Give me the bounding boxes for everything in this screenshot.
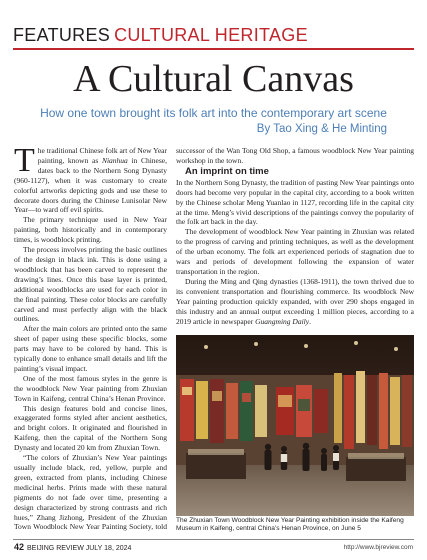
right-column: [176, 146, 414, 326]
section-secondary: CULTURAL HERITAGE: [114, 25, 308, 45]
left-column: [14, 146, 167, 534]
paragraph: After the main colors are printed onto the same sheet of paper using these specific blocks, some parts may have to be colored by hand. This is typically done to enhance small details and lift the painting’s visual impact.: [14, 324, 167, 373]
subhead: An imprint on time: [185, 165, 269, 177]
footer-rule: [13, 539, 414, 540]
section-primary: FEATURES: [13, 25, 111, 45]
deck: How one town brought its folk art into the contemporary art scene: [40, 106, 387, 120]
website-url[interactable]: http://www.bjreview.com: [343, 544, 413, 551]
section-label: [13, 25, 308, 45]
photo-caption: The Zhuxian Town Woodblock New Year Painting exhibition inside the Kaifeng Museum in Kaifeng, central China’s Henan Province, on June 5: [176, 517, 404, 533]
drop-cap: T: [14, 146, 35, 179]
paragraph: The process involves printing the basic outlines of the design in black ink. This is done using a woodblock that has been carved to represent the drawing’s lines. Once this base layer is printed, additional woodblocks are used for each color in the final painting. These color blocks are carefully carved and must perfectly align with the black outlines.: [14, 245, 167, 324]
footer-folio: [14, 542, 131, 554]
exhibition-photo: [176, 335, 414, 516]
page-number: 42: [14, 542, 25, 552]
paragraph: During the Ming and Qing dynasties (1368-1911), the town thrived due to its convenient transportation and flourishing commerce. Its woodblock New Year painting production quickly expanded, with over 290 shops engaged in this industry and an annual output exceeding 1 million pieces, according to a 2019 article in newspaper Guangming Daily.: [176, 276, 414, 326]
exhibition-illustration: [176, 335, 414, 516]
headline: A Cultural Canvas: [73, 58, 354, 100]
paragraph: successor of the Wan Tong Old Shop, a famous woodblock New Year painting workshop in the town.: [176, 146, 414, 165]
paragraph: The traditional Chinese folk art of New Year painting, known as Nianhua in Chinese, dates back to the Northern Song Dynasty (960-1127), when it was customary to create colorful artworks depicting gods and use these to decorate doors during the Chinese Lunisolar New Year—to ward off evil spirits.: [14, 146, 167, 215]
paragraph: “The colors of Zhuxian’s New Year paintings usually include black, red, yellow, purple and green, extracted from plants, including Chinese medicinal herbs. Prints made with these natural pigments do not fade over time, presenting a design characterized by strong contrasts and rich hues,” Zhang Jizhong, President of the Zhuxian Town Woodblock New Year Painting Society, told: [14, 453, 167, 532]
paragraph: This design features bold and concise lines, exaggerated forms styled after ancient aesthetics, and bright colors. It originated and flourished in Kaifeng, then the capital of the Northern Song Dynasty and located 20 km from Zhuxian Town.: [14, 403, 167, 453]
paragraph: In the Northern Song Dynasty, the tradition of pasting New Year paintings onto doors had become very popular in the capital city, according to a book written by the Chinese scholar Meng Yuanlao in 1127, recording life in the capital city at the time. Meng’s vivid descriptions of the paintings convey the popularity of the folk art back in the day.: [176, 177, 414, 227]
publication-line: BEIJING REVIEW JULY 18, 2024: [27, 545, 132, 552]
paragraph: One of the most famous styles in the genre is the woodblock New Year painting from Zhuxian Town in Kaifeng, central China’s Henan Province.: [14, 373, 167, 403]
byline: By Tao Xing & He Minting: [256, 123, 387, 135]
paragraph: The development of woodblock New Year painting in Zhuxian was related to the progress of carving and printing techniques, as well as the development of the urban economy. The folk art experienced periods of stagnation due to wars and periods of development following the expansion of water transportation in the region.: [176, 227, 414, 276]
section-rule: [13, 48, 414, 50]
paragraph: The primary technique used in New Year painting, both historically and in contemporary times, is woodblock printing.: [14, 215, 167, 245]
